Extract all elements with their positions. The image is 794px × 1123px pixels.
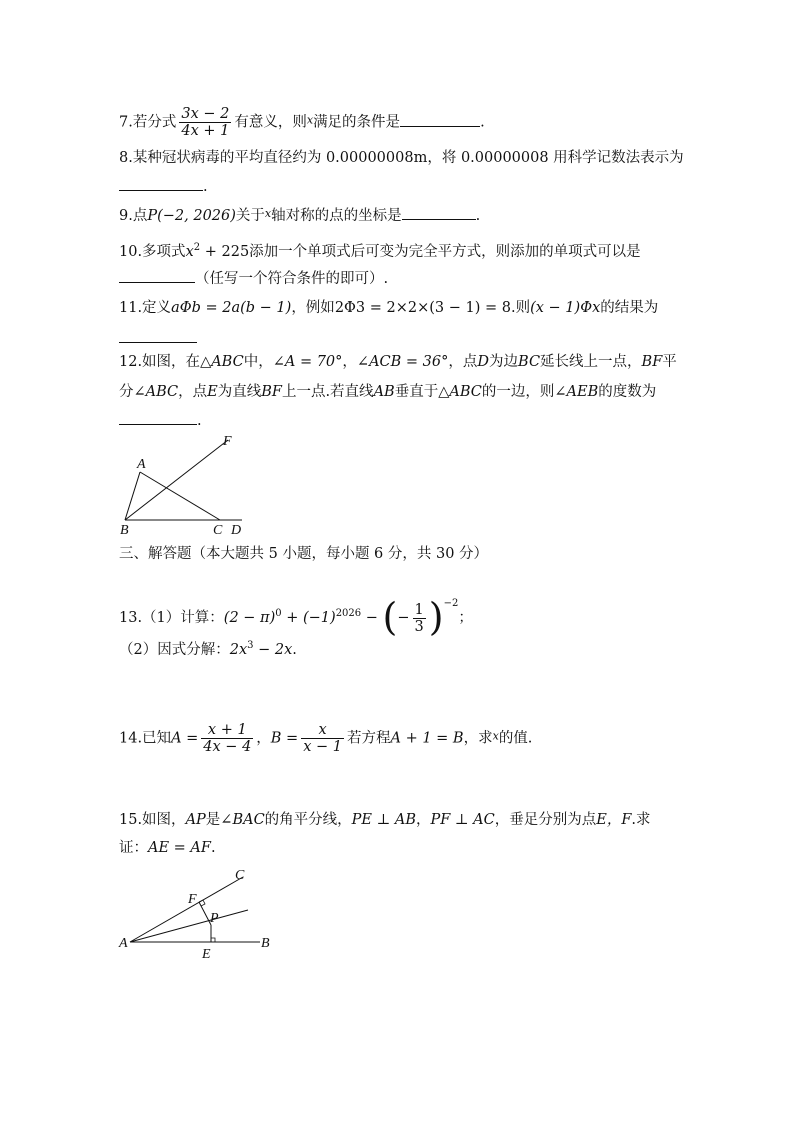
q7-fraction [179, 106, 231, 139]
q9-answer-blank[interactable] [402, 205, 476, 220]
question-10 [119, 238, 641, 262]
q12-side-ac [140, 472, 220, 520]
q10-expr: x [185, 243, 194, 260]
q7-denominator: 4x + 1 [181, 123, 230, 139]
q10-prefix: 10.多项式 [119, 243, 186, 260]
q9-end: . [475, 208, 481, 224]
question-7 [119, 106, 485, 139]
q15-label-a: A [119, 936, 128, 951]
q7-end: . [480, 114, 485, 131]
q15-label-c: C [235, 868, 245, 883]
q11-example: 2Φ3 = 2×2×(3 − 1) = 8 [334, 300, 511, 316]
q11-prefix: 11.定义 [119, 300, 172, 316]
q12-side-ab [125, 472, 140, 520]
q11-suffix: 的结果为 [600, 300, 659, 316]
q12-label-f: F [223, 434, 232, 449]
q15-label-e: E [202, 947, 211, 962]
q12-ray-bf [125, 440, 228, 520]
q12-figure [110, 430, 260, 540]
q8-end: . [203, 179, 208, 195]
question-14: 14.已知A = $\frac{x + 1}{4x - 4}$ ，B = $\frac{x}{x - 1}$ 若方程A + 1 = B，求$^x$的值. [119, 722, 533, 755]
question-11-line2 [119, 328, 197, 349]
q12-label-c: C [213, 523, 223, 538]
q9-point: P(−2, 2026) [147, 208, 236, 224]
q10-expr-rest: + 225 [200, 243, 250, 260]
question-9 [119, 204, 480, 226]
question-11 [119, 298, 658, 318]
q12-answer-blank[interactable] [119, 410, 197, 425]
q15-right-angle-e [211, 938, 215, 942]
q9-mid: 关于 [235, 208, 265, 224]
q12-triangle: △ABC [200, 354, 244, 370]
question-13-part2: （2）因式分解：$2x^3 - 2x$. [119, 640, 297, 658]
section-3-heading: 三、解答题（本大题共 5 小题，每小题 6 分，共 30 分） [119, 546, 489, 562]
q15-figure [115, 862, 285, 962]
question-10-line2 [119, 268, 388, 289]
q7-prefix: 7.若分式 [119, 114, 177, 131]
q12-label-d: D [231, 523, 242, 538]
q9-prefix: 9.点 [119, 208, 148, 224]
q13-term-2: (−1) [302, 610, 336, 626]
q9-var: x [264, 207, 272, 220]
q12-angle-a: ∠A = 70° [272, 354, 343, 370]
question-8-line2 [119, 176, 208, 197]
q14-fraction-b: $\frac{x}{x - 1}$ [303, 722, 342, 755]
q11-mid: ，例如 [291, 300, 335, 316]
question-15-line2: 证：AE = AF. [119, 840, 216, 856]
question-12: 12.如图，在△ABC中，∠A = 70°，∠ACB = 36°，点D为边BC延长线上一点，BF平 [119, 354, 677, 370]
q7-answer-blank[interactable] [400, 112, 480, 127]
q15-label-b: B [261, 936, 270, 951]
q10-suffix: 添加一个单项式后可变为完全平方式，则添加的单项式可以是 [249, 243, 641, 260]
q7-numerator: 3x − 2 [181, 106, 230, 122]
q7-mid: 有意义，则 [234, 114, 307, 131]
q12-label-b: B [120, 523, 129, 538]
q11-mid2: .则 [511, 300, 531, 316]
q12-label-a: A [137, 457, 146, 472]
question-13: 13.（1）计算：$(2 - \pi)^0 + (-1)^{2026}$ − (− $\frac{1}{3}$ )$^{-2}$； [119, 595, 473, 639]
q10-note: （任写一个符合条件的即可）. [195, 271, 389, 287]
q10-exponent: 2 [193, 242, 201, 253]
q13-fraction: $\frac{1}{3}$ [414, 601, 424, 635]
q8-text: 8.某种冠状病毒的平均直径约为 0.00000008m，将 0.00000008 用科学记数法表示为 [119, 150, 684, 166]
q15-ray-ac [130, 877, 243, 942]
question-12-line2: 分∠ABC，点E为直线BF上一点.若直线AB垂直于△ABC的一边，则∠AEB的度数为 [119, 384, 657, 400]
q12-angle-acb: ∠ACB = 36° [356, 354, 449, 370]
q7-suffix: 满足的条件是 [313, 114, 401, 131]
q11-definition: aΦb = 2a(b − 1) [171, 300, 292, 316]
question-8 [119, 148, 684, 168]
q11-answer-blank[interactable] [119, 328, 197, 343]
question-12-line3: . [119, 410, 202, 431]
question-15: 15.如图，AP是∠BAC的角平分线，PE ⊥ AB，PF ⊥ AC，垂足分别为点E，F.求 [119, 812, 651, 828]
q10-answer-blank[interactable] [119, 268, 195, 283]
q13-term-1: (2 − π) [223, 610, 276, 626]
q15-label-f: F [188, 892, 197, 907]
q7-var: x [306, 113, 314, 127]
q9-suffix: 轴对称的点的坐标是 [271, 208, 402, 224]
q14-fraction-a: $\frac{x + 1}{4x - 4}$ [203, 722, 252, 755]
q15-bisector-ap [130, 910, 248, 942]
q15-label-p: P [210, 911, 219, 926]
q8-answer-blank[interactable] [119, 176, 203, 191]
q11-expression: (x − 1)Φx [530, 300, 601, 316]
